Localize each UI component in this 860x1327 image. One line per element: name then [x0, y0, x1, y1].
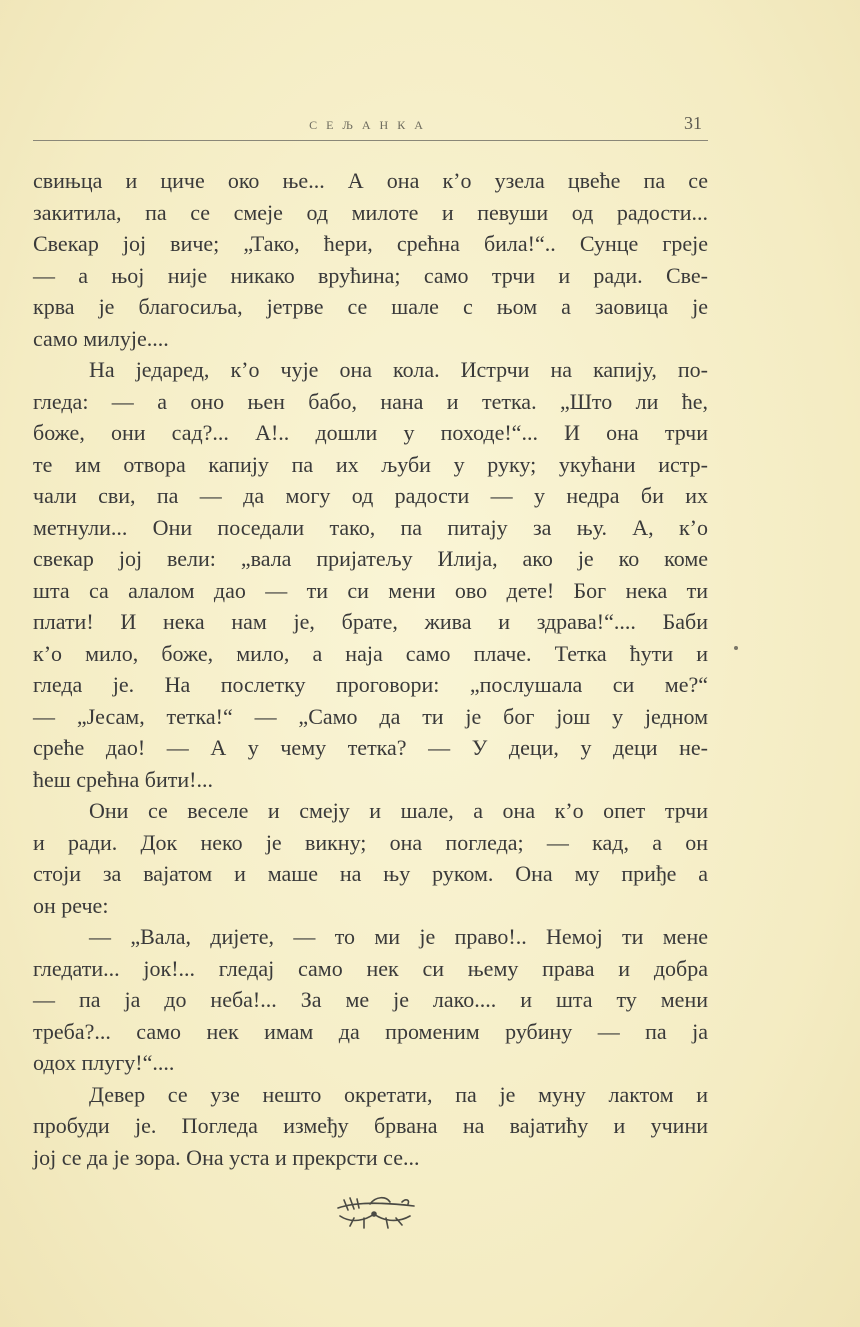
paragraph-4: [33, 921, 708, 1079]
page-number: 31: [684, 113, 702, 133]
text-line: јој се да је зора. Она уста и прекрсти се...: [33, 1144, 420, 1170]
text-line: стоји за вајатом и маше на њу руком. Она му приђе а: [33, 861, 708, 886]
text-line: крва је благосиља, јетрве се шале с њом а заовица је: [33, 294, 708, 319]
text-line: — па ја до неба!... За ме је лако.... и шта ту мени: [33, 987, 708, 1012]
print-speck: [734, 646, 738, 650]
text-line: чали сви, па — да могу од радости — у недра би их: [33, 483, 708, 508]
text-line: те им отвора капију па их љуби у руку; укућани истр-: [33, 451, 708, 477]
page-header: [33, 110, 708, 141]
running-title: СЕЉАНКА: [309, 118, 432, 132]
text-line: Девер се узе нешто окретати, па је муну лактом и: [89, 1081, 708, 1107]
text-line: гледа: — а оно њен бабо, нана и тетка. „Што ли ће,: [33, 388, 708, 414]
text-line: свекар јој вели: „вала пријатељу Илија, ако је ко коме: [33, 546, 708, 571]
text-line: пробуди је. Погледа између брвана на вајатићу и учини: [33, 1113, 708, 1138]
paragraph-2: [33, 354, 708, 795]
text-line: среће дао! — А у чему тетка? — У деци, у деци не-: [33, 735, 708, 760]
text-line: одох плугу!“....: [33, 1050, 175, 1075]
paragraph-5: [33, 1079, 708, 1174]
text-line: к’о мило, боже, мило, а наја само плаче. Тетка ћути и: [33, 640, 708, 666]
paragraph-1: [33, 165, 708, 354]
text-line: ћеш срећна бити!...: [33, 766, 213, 792]
text-line: он рече:: [33, 892, 109, 918]
text-line: На једаред, к’о чује она кола. Истрчи на капију, по-: [89, 357, 708, 382]
text-line: гледати... јок!... гледај само нек си њему права и добра: [33, 955, 708, 981]
text-line: гледа је. На послетку проговори: „послушала си ме?“: [33, 672, 708, 697]
text-line: плати! И нека нам је, брате, жива и здрава!“.... Баби: [33, 609, 708, 634]
text-line: само милује....: [33, 325, 169, 351]
text-line: — а њој није никако врућина; само трчи и ради. Све-: [33, 262, 708, 288]
text-line: закитила, па се смеје од милоте и певуши од радости...: [33, 199, 708, 225]
text-line: Свекар јој виче; „Тако, ћери, срећна била!“.. Сунце греје: [33, 231, 708, 256]
fleuron-ornament-icon: [330, 1190, 420, 1235]
text-line: свињца и циче око ње... А она к’о узела цвеће па се: [33, 168, 708, 193]
text-line: треба?... само нек имам да променим рубину — па ја: [33, 1018, 708, 1044]
text-line: метнули... Они поседали тако, па питају за њу. А, к’о: [33, 514, 708, 540]
text-line: шта са алалом дао — ти си мени ово дете! Бог нека ти: [33, 577, 708, 603]
text-line: Они се веселе и смеју и шале, а она к’о опет трчи: [89, 798, 708, 823]
text-line: — „Јесам, тетка!“ — „Само да ти је бог још у једном: [33, 703, 708, 729]
text-line: — „Вала, дијете, — то ми је право!.. Немој ти мене: [89, 924, 708, 949]
text-line: боже, они сад?... А!.. дошли у походе!“... И она трчи: [33, 420, 708, 445]
paragraph-3: [33, 795, 708, 921]
text-line: и ради. Док неко је викну; она погледа; — кад, а он: [33, 829, 708, 855]
body-text: [33, 165, 708, 1173]
